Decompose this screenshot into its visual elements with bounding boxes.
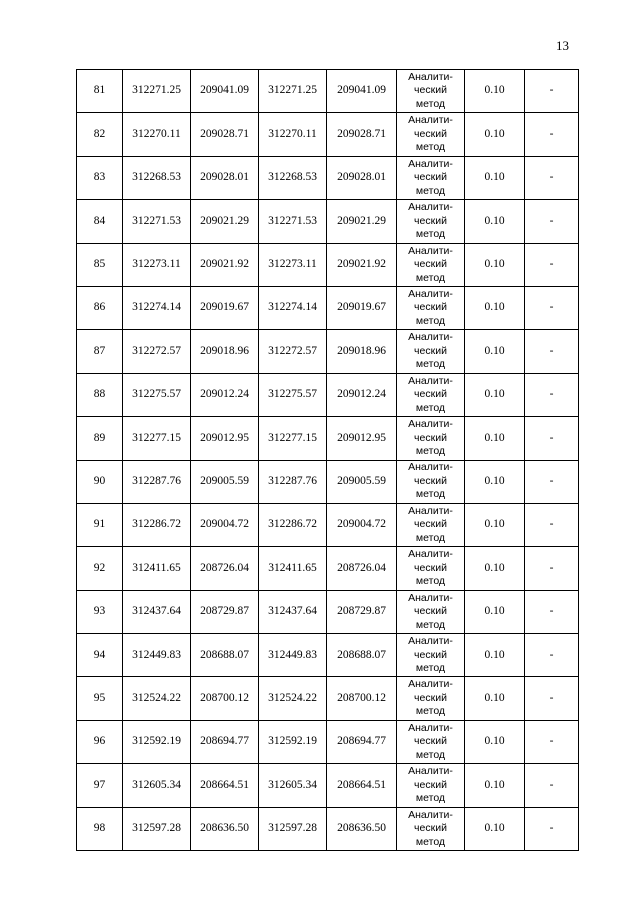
point-number-cell: 96 <box>77 720 123 763</box>
method-text-line: метод <box>415 228 446 241</box>
point-number-cell: 94 <box>77 634 123 677</box>
note-cell: - <box>525 417 579 460</box>
y-coordinate-cell: 209021.29 <box>327 200 397 243</box>
y-coordinate-cell: 208664.51 <box>327 764 397 807</box>
method-text-line: Аналити- <box>408 548 453 561</box>
x-coordinate-cell: 312270.11 <box>123 113 191 156</box>
method-cell <box>397 330 465 373</box>
note-cell: - <box>525 243 579 286</box>
method-text-line: ческий <box>414 691 447 704</box>
method-text-line: метод <box>415 401 446 414</box>
method-cell <box>397 460 465 503</box>
method-cell <box>397 70 465 113</box>
method-text-line: метод <box>415 271 446 284</box>
x-coordinate-cell: 312286.72 <box>123 503 191 546</box>
method-text-line: метод <box>415 358 446 371</box>
table-row <box>77 547 579 590</box>
x-coordinate-cell: 312592.19 <box>123 720 191 763</box>
x-coordinate-cell: 312274.14 <box>259 286 327 329</box>
method-text-line: Аналити- <box>408 114 453 127</box>
note-cell: - <box>525 460 579 503</box>
note-cell: - <box>525 547 579 590</box>
note-cell: - <box>525 634 579 677</box>
accuracy-cell: 0.10 <box>465 720 525 763</box>
x-coordinate-cell: 312524.22 <box>123 677 191 720</box>
x-coordinate-cell: 312605.34 <box>259 764 327 807</box>
table-row <box>77 70 579 113</box>
x-coordinate-cell: 312274.14 <box>123 286 191 329</box>
method-text-line: метод <box>415 531 446 544</box>
accuracy-cell: 0.10 <box>465 200 525 243</box>
accuracy-cell: 0.10 <box>465 547 525 590</box>
table-row <box>77 634 579 677</box>
y-coordinate-cell: 208694.77 <box>327 720 397 763</box>
y-coordinate-cell: 209012.95 <box>327 417 397 460</box>
table-row <box>77 807 579 850</box>
accuracy-cell: 0.10 <box>465 677 525 720</box>
y-coordinate-cell: 208729.87 <box>327 590 397 633</box>
note-cell: - <box>525 677 579 720</box>
note-cell: - <box>525 330 579 373</box>
y-coordinate-cell: 209021.92 <box>191 243 259 286</box>
method-text-line: метод <box>415 835 446 848</box>
point-number-cell: 87 <box>77 330 123 373</box>
method-text-line: метод <box>415 748 446 761</box>
table-row <box>77 677 579 720</box>
method-text-line: ческий <box>414 171 447 184</box>
method-text-line: метод <box>415 662 446 675</box>
x-coordinate-cell: 312524.22 <box>259 677 327 720</box>
point-number-cell: 98 <box>77 807 123 850</box>
method-text-line: ческий <box>414 822 447 835</box>
point-number-cell: 90 <box>77 460 123 503</box>
x-coordinate-cell: 312597.28 <box>123 807 191 850</box>
y-coordinate-cell: 209041.09 <box>191 70 259 113</box>
x-coordinate-cell: 312271.53 <box>259 200 327 243</box>
table-row <box>77 113 579 156</box>
method-text-line: метод <box>415 488 446 501</box>
point-number-cell: 92 <box>77 547 123 590</box>
method-cell <box>397 373 465 416</box>
point-number-cell: 84 <box>77 200 123 243</box>
table-row <box>77 720 579 763</box>
x-coordinate-cell: 312437.64 <box>259 590 327 633</box>
method-text-line: Аналити- <box>408 244 453 257</box>
method-cell <box>397 113 465 156</box>
method-text-line: Аналити- <box>408 591 453 604</box>
method-text-line: Аналити- <box>408 635 453 648</box>
table-row <box>77 503 579 546</box>
point-number-cell: 81 <box>77 70 123 113</box>
method-text-line: метод <box>415 184 446 197</box>
method-text-line: ческий <box>414 301 447 314</box>
y-coordinate-cell: 209041.09 <box>327 70 397 113</box>
method-cell <box>397 634 465 677</box>
accuracy-cell: 0.10 <box>465 330 525 373</box>
method-cell <box>397 677 465 720</box>
method-cell <box>397 547 465 590</box>
point-number-cell: 82 <box>77 113 123 156</box>
accuracy-cell: 0.10 <box>465 460 525 503</box>
accuracy-cell: 0.10 <box>465 417 525 460</box>
x-coordinate-cell: 312287.76 <box>123 460 191 503</box>
method-text-line: ческий <box>414 344 447 357</box>
accuracy-cell: 0.10 <box>465 634 525 677</box>
note-cell: - <box>525 373 579 416</box>
y-coordinate-cell: 208700.12 <box>191 677 259 720</box>
method-text-line: Аналити- <box>408 808 453 821</box>
accuracy-cell: 0.10 <box>465 156 525 199</box>
method-text-line: Аналити- <box>408 461 453 474</box>
y-coordinate-cell: 208688.07 <box>327 634 397 677</box>
y-coordinate-cell: 209021.29 <box>191 200 259 243</box>
point-number-cell: 95 <box>77 677 123 720</box>
table-row <box>77 330 579 373</box>
point-number-cell: 91 <box>77 503 123 546</box>
x-coordinate-cell: 312275.57 <box>123 373 191 416</box>
point-number-cell: 97 <box>77 764 123 807</box>
method-text-line: метод <box>415 575 446 588</box>
x-coordinate-cell: 312273.11 <box>123 243 191 286</box>
x-coordinate-cell: 312272.57 <box>123 330 191 373</box>
method-cell <box>397 156 465 199</box>
method-cell <box>397 243 465 286</box>
table-row <box>77 460 579 503</box>
method-cell <box>397 764 465 807</box>
method-cell <box>397 417 465 460</box>
note-cell: - <box>525 286 579 329</box>
y-coordinate-cell: 209019.67 <box>191 286 259 329</box>
y-coordinate-cell: 208694.77 <box>191 720 259 763</box>
note-cell: - <box>525 807 579 850</box>
method-text-line: ческий <box>414 648 447 661</box>
y-coordinate-cell: 208729.87 <box>191 590 259 633</box>
method-cell <box>397 286 465 329</box>
y-coordinate-cell: 209028.71 <box>191 113 259 156</box>
point-number-cell: 93 <box>77 590 123 633</box>
note-cell: - <box>525 503 579 546</box>
method-text-line: ческий <box>414 778 447 791</box>
method-text-line: Аналити- <box>408 418 453 431</box>
method-text-line: Аналити- <box>408 331 453 344</box>
note-cell: - <box>525 200 579 243</box>
y-coordinate-cell: 209012.24 <box>327 373 397 416</box>
note-cell: - <box>525 70 579 113</box>
method-text-line: ческий <box>414 214 447 227</box>
method-text-line: метод <box>415 97 446 110</box>
method-text-line: ческий <box>414 388 447 401</box>
y-coordinate-cell: 208664.51 <box>191 764 259 807</box>
method-text-line: Аналити- <box>408 157 453 170</box>
y-coordinate-cell: 208726.04 <box>191 547 259 590</box>
x-coordinate-cell: 312272.57 <box>259 330 327 373</box>
accuracy-cell: 0.10 <box>465 243 525 286</box>
x-coordinate-cell: 312275.57 <box>259 373 327 416</box>
table-row <box>77 373 579 416</box>
page-number: 13 <box>556 38 569 53</box>
y-coordinate-cell: 209004.72 <box>327 503 397 546</box>
method-cell <box>397 200 465 243</box>
method-text-line: ческий <box>414 431 447 444</box>
method-text-line: ческий <box>414 474 447 487</box>
x-coordinate-cell: 312437.64 <box>123 590 191 633</box>
y-coordinate-cell: 208726.04 <box>327 547 397 590</box>
accuracy-cell: 0.10 <box>465 764 525 807</box>
y-coordinate-cell: 209012.95 <box>191 417 259 460</box>
x-coordinate-cell: 312449.83 <box>123 634 191 677</box>
method-text-line: ческий <box>414 735 447 748</box>
method-cell <box>397 590 465 633</box>
method-text-line: метод <box>415 445 446 458</box>
table-row <box>77 417 579 460</box>
x-coordinate-cell: 312268.53 <box>123 156 191 199</box>
table-row <box>77 243 579 286</box>
method-text-line: Аналити- <box>408 678 453 691</box>
y-coordinate-cell: 208636.50 <box>327 807 397 850</box>
x-coordinate-cell: 312411.65 <box>259 547 327 590</box>
method-text-line: метод <box>415 792 446 805</box>
method-text-line: метод <box>415 618 446 631</box>
x-coordinate-cell: 312592.19 <box>259 720 327 763</box>
method-text-line: метод <box>415 314 446 327</box>
note-cell: - <box>525 156 579 199</box>
y-coordinate-cell: 209012.24 <box>191 373 259 416</box>
point-number-cell: 88 <box>77 373 123 416</box>
note-cell: - <box>525 764 579 807</box>
method-cell <box>397 720 465 763</box>
coordinates-table <box>76 69 579 851</box>
x-coordinate-cell: 312277.15 <box>259 417 327 460</box>
accuracy-cell: 0.10 <box>465 807 525 850</box>
x-coordinate-cell: 312605.34 <box>123 764 191 807</box>
method-text-line: ческий <box>414 258 447 270</box>
y-coordinate-cell: 209019.67 <box>327 286 397 329</box>
method-text-line: Аналити- <box>408 70 453 83</box>
x-coordinate-cell: 312287.76 <box>259 460 327 503</box>
accuracy-cell: 0.10 <box>465 590 525 633</box>
table-row <box>77 764 579 807</box>
y-coordinate-cell: 209021.92 <box>327 243 397 286</box>
y-coordinate-cell: 209005.59 <box>327 460 397 503</box>
accuracy-cell: 0.10 <box>465 70 525 113</box>
y-coordinate-cell: 209004.72 <box>191 503 259 546</box>
y-coordinate-cell: 209028.01 <box>191 156 259 199</box>
y-coordinate-cell: 208636.50 <box>191 807 259 850</box>
note-cell: - <box>525 720 579 763</box>
x-coordinate-cell: 312273.11 <box>259 243 327 286</box>
method-text-line: Аналити- <box>408 765 453 778</box>
table-body <box>77 70 579 851</box>
table-row <box>77 286 579 329</box>
x-coordinate-cell: 312277.15 <box>123 417 191 460</box>
method-cell <box>397 503 465 546</box>
point-number-cell: 86 <box>77 286 123 329</box>
x-coordinate-cell: 312268.53 <box>259 156 327 199</box>
x-coordinate-cell: 312597.28 <box>259 807 327 850</box>
method-text-line: Аналити- <box>408 287 453 300</box>
x-coordinate-cell: 312271.53 <box>123 200 191 243</box>
x-coordinate-cell: 312411.65 <box>123 547 191 590</box>
method-cell <box>397 807 465 850</box>
x-coordinate-cell: 312271.25 <box>123 70 191 113</box>
table-row <box>77 200 579 243</box>
method-text-line: ческий <box>414 127 447 140</box>
y-coordinate-cell: 209028.71 <box>327 113 397 156</box>
method-text-line: ческий <box>414 518 447 531</box>
accuracy-cell: 0.10 <box>465 503 525 546</box>
y-coordinate-cell: 209018.96 <box>327 330 397 373</box>
method-text-line: Аналити- <box>408 504 453 517</box>
x-coordinate-cell: 312449.83 <box>259 634 327 677</box>
point-number-cell: 83 <box>77 156 123 199</box>
x-coordinate-cell: 312271.25 <box>259 70 327 113</box>
accuracy-cell: 0.10 <box>465 373 525 416</box>
point-number-cell: 89 <box>77 417 123 460</box>
x-coordinate-cell: 312270.11 <box>259 113 327 156</box>
method-text-line: Аналити- <box>408 201 453 214</box>
method-text-line: Аналити- <box>408 721 453 734</box>
note-cell: - <box>525 113 579 156</box>
accuracy-cell: 0.10 <box>465 286 525 329</box>
method-text-line: метод <box>415 705 446 718</box>
x-coordinate-cell: 312286.72 <box>259 503 327 546</box>
method-text-line: ческий <box>414 84 447 97</box>
method-text-line: метод <box>415 141 446 154</box>
method-text-line: ческий <box>414 561 447 574</box>
table-row <box>77 590 579 633</box>
method-text-line: Аналити- <box>408 374 453 387</box>
method-text-line: ческий <box>414 605 447 618</box>
y-coordinate-cell: 209028.01 <box>327 156 397 199</box>
accuracy-cell: 0.10 <box>465 113 525 156</box>
point-number-cell: 85 <box>77 243 123 286</box>
y-coordinate-cell: 208688.07 <box>191 634 259 677</box>
y-coordinate-cell: 209018.96 <box>191 330 259 373</box>
y-coordinate-cell: 209005.59 <box>191 460 259 503</box>
table-row <box>77 156 579 199</box>
note-cell: - <box>525 590 579 633</box>
y-coordinate-cell: 208700.12 <box>327 677 397 720</box>
